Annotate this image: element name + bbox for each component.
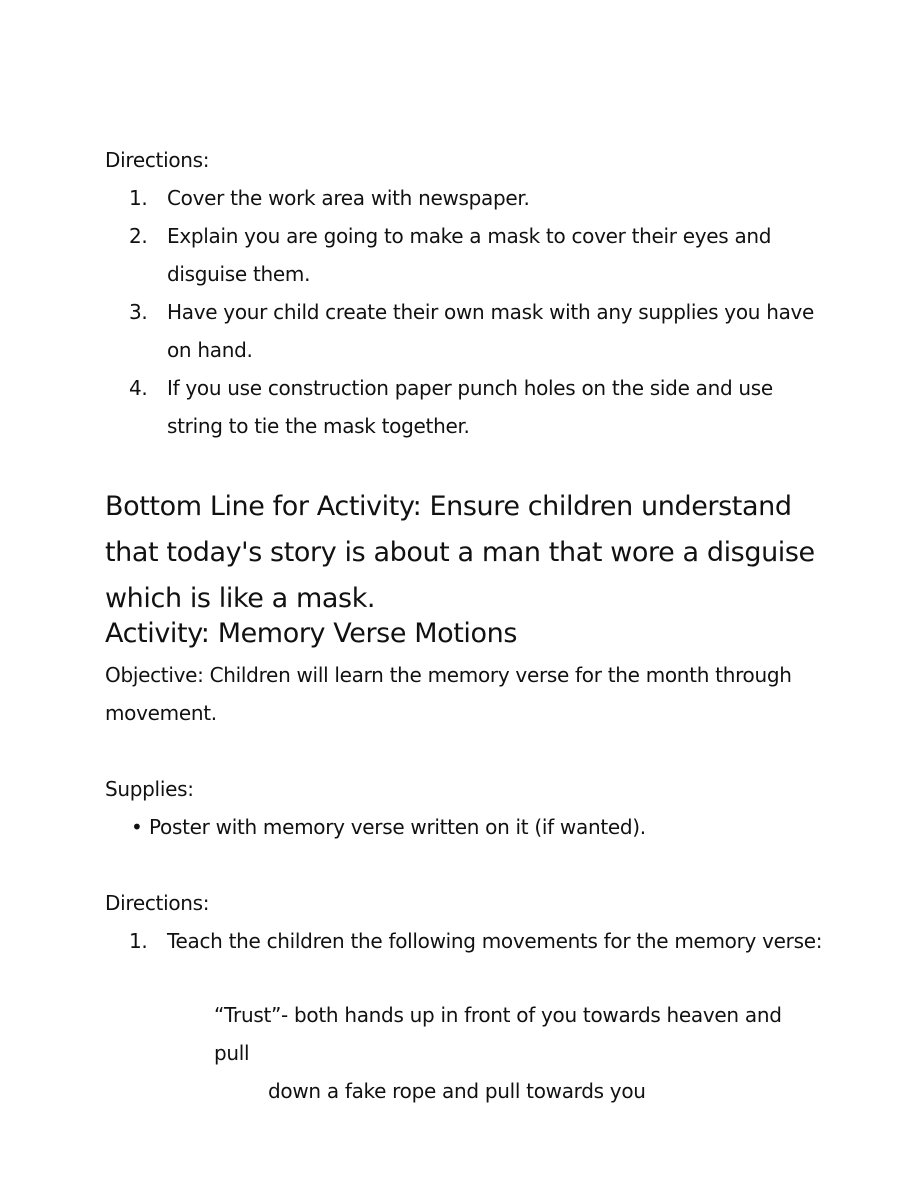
directions-list xyxy=(105,179,825,445)
list-item xyxy=(105,808,646,846)
activity-objective: Objective: Children will learn the memory verse for the month through movement. xyxy=(105,663,792,725)
list-number: 2. xyxy=(129,224,148,248)
bottom-line-statement: Bottom Line for Activity: Ensure children understand that today's story is about a man that wore a disguise which is like a mask. xyxy=(105,491,815,614)
directions-label: Directions: xyxy=(105,891,210,915)
directions-list xyxy=(105,922,825,960)
activity-title: Activity: Memory Verse Motions xyxy=(105,618,518,649)
list-item-text: If you use construction paper punch holes on the side and use string to tie the mask together. xyxy=(167,376,773,438)
list-number: 1. xyxy=(129,929,148,953)
supplies-list xyxy=(105,808,646,846)
list-number: 1. xyxy=(129,186,148,210)
motion-instruction xyxy=(214,996,814,1110)
supplies-label: Supplies: xyxy=(105,777,194,801)
list-number: 3. xyxy=(129,300,148,324)
list-item xyxy=(105,293,825,369)
list-number: 4. xyxy=(129,376,148,400)
list-item-text: Have your child create their own mask with any supplies you have on hand. xyxy=(167,300,815,362)
motion-line: “Trust”- both hands up in front of you towards heaven and pull xyxy=(214,1003,782,1065)
list-item-text: Teach the children the following movements for the memory verse: xyxy=(167,929,823,953)
directions-label: Directions: xyxy=(105,148,210,172)
list-item-text: Explain you are going to make a mask to cover their eyes and disguise them. xyxy=(167,224,772,286)
list-item xyxy=(105,217,825,293)
list-item xyxy=(105,369,825,445)
list-item xyxy=(105,922,825,960)
list-item-text: Cover the work area with newspaper. xyxy=(167,186,530,210)
bullet-icon: • xyxy=(131,815,143,839)
list-item-text: Poster with memory verse written on it (if wanted). xyxy=(149,815,646,839)
list-item xyxy=(105,179,825,217)
motion-line: down a fake rope and pull towards you xyxy=(268,1079,646,1103)
